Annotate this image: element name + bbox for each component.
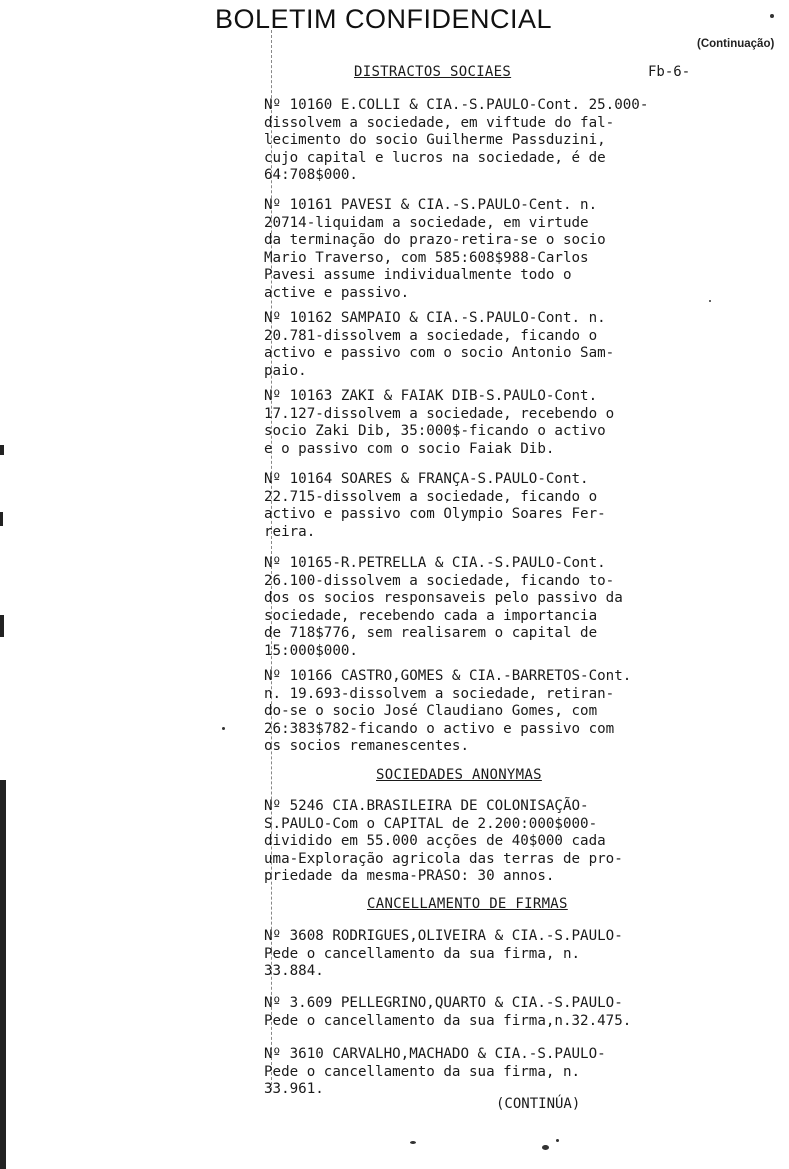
section-heading-cancellamento: CANCELLAMENTO DE FIRMAS — [367, 896, 568, 912]
edge-mark — [0, 780, 6, 1169]
continuation-label: (Continuação) — [697, 38, 775, 50]
entry-10161: Nº 10161 PAVESI & CIA.-S.PAULO-Cent. n. 20714-liquidam a sociedade, em virtude da terminação do prazo-retira-se o socio Mario Traverso, com 585:608$988-Carlos Pavesi assume individualmente todo o active e passivo. — [264, 197, 606, 301]
section-heading-distractos: DISTRACTOS SOCIAES — [354, 64, 512, 80]
entry-10165: Nº 10165-R.PETRELLA & CIA.-S.PAULO-Cont. 26.100-dissolvem a sociedade, ficando to- dos os socios responsaveis pelo passivo da sociedade, recebendo cada a importancia de 718$776, sem realisarem o capital de 15:000$000. — [264, 555, 623, 659]
entry-5246: Nº 5246 CIA.BRASILEIRA DE COLONISAÇÃO- S.PAULO-Com o CAPITAL de 2.200:000$000- dividido em 55.000 acções de 40$000 cada uma-Exploração agricola das terras de pro- priedade da mesma-PRASO: 30 annos. — [264, 798, 623, 885]
scan-speck — [709, 300, 711, 302]
scan-speck — [542, 1145, 549, 1150]
entry-10160: Nº 10160 E.COLLI & CIA.-S.PAULO-Cont. 25.000- dissolvem a sociedade, em viftude do fal- lecimento do socio Guilherme Passduzini, cujo capital e lucros na sociedade, é de 64:708$000. — [264, 97, 649, 184]
scan-speck — [556, 1139, 559, 1142]
document-title: BOLETIM CONFIDENCIAL — [215, 4, 553, 34]
entry-10163: Nº 10163 ZAKI & FAIAK DIB-S.PAULO-Cont. 17.127-dissolvem a sociedade, recebendo o socio Zaki Dib, 35:000$-ficando o activo e o passivo com o socio Faiak Dib. — [264, 388, 615, 457]
entry-3609: Nº 3.609 PELLEGRINO,QUARTO & CIA.-S.PAULO- Pede o cancellamento da sua firma,n.32.475. — [264, 995, 632, 1029]
page-reference: Fb-6- — [648, 64, 691, 80]
section-heading-anonymas: SOCIEDADES ANONYMAS — [376, 767, 542, 783]
entry-10162: Nº 10162 SAMPAIO & CIA.-S.PAULO-Cont. n. 20.781-dissolvem a sociedade, ficando o activo e passivo com o socio Antonio Sam- paio. — [264, 310, 615, 379]
continua-label: (CONTINÚA) — [496, 1096, 581, 1112]
entry-10164: Nº 10164 SOARES & FRANÇA-S.PAULO-Cont. 22.715-dissolvem a sociedade, ficando o activo e passivo com Olympio Soares Fer- reira. — [264, 471, 606, 540]
edge-mark — [0, 512, 3, 526]
entry-3608: Nº 3608 RODRIGUES,OLIVEIRA & CIA.-S.PAULO- Pede o cancellamento da sua firma, n. 33.884. — [264, 928, 623, 980]
entry-3610: Nº 3610 CARVALHO,MACHADO & CIA.-S.PAULO- Pede o cancellamento da sua firma, n. 33.961. — [264, 1046, 606, 1098]
scan-speck — [770, 14, 774, 18]
edge-mark — [0, 445, 4, 455]
scan-speck — [222, 727, 225, 730]
scan-speck — [410, 1141, 416, 1144]
edge-mark — [0, 615, 4, 637]
entry-10166: Nº 10166 CASTRO,GOMES & CIA.-BARRETOS-Cont. n. 19.693-dissolvem a sociedade, retiran- do-se o socio José Claudiano Gomes, com 26:383$782-ficando o activo e passivo com os socios remanescentes. — [264, 668, 632, 755]
